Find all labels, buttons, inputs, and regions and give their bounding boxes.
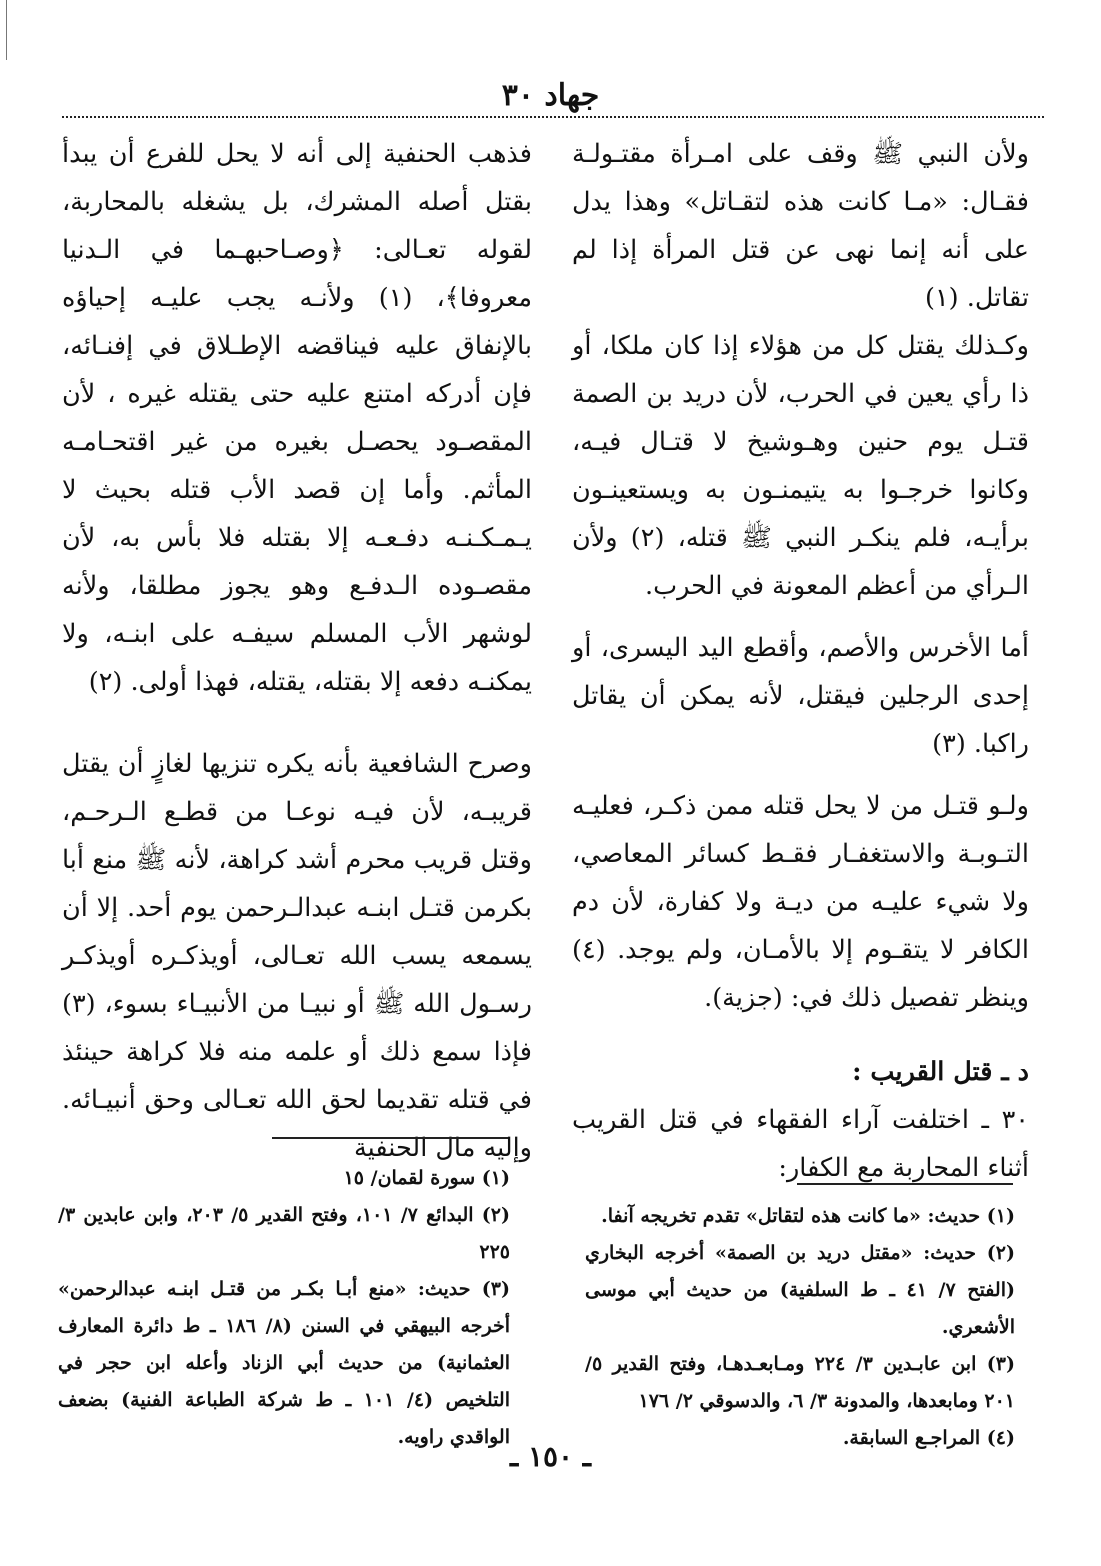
body-paragraph: ولأن النبي ﷺ وقف على امـرأة مقتـولـة فقـال: «مـا كانت هذه لتقـاتل» وهذا يدل على أنه إنما نهى عن قتل المرأة إذا لم تقاتل. (١) xyxy=(572,139,1029,313)
body-paragraph: ولـو قتـل من لا يحل قتله ممن ذكـر، فعليـه التـوبـة والاستغفـار فقـط كسائر المعاصي، ولا شيء عليـه من ديـة ولا كفارة، لأن دم الكافر لا يتقـوم إلا بالأمـان، ولم يوجد. (٤) وينظر تفصيل ذلك في: (جزية). xyxy=(572,791,1029,1013)
page-header-title: جهاد ٣٠ xyxy=(501,78,600,113)
body-paragraph: وصرح الشافعية بأنه يكره تنزيها لغازٍ أن يقتل قريبـه، لأن فيـه نوعـا من قطـع الـرحـم، وقتل قريب محرم أشد كراهة، لأنه ﷺ منع أبا بكرمن قتـل ابنـه عبدالـرحمن يوم أحد. إلا أن يسمعه يسب الله تعـالى، أويذكـره أويذكـر رسـول الله ﷺ أو نبيـا من الأنبيـاء بسوء، (٣) فإذا سمع ذلك أو علمه منه فلا كراهة حينئذ في قتله تقديما لحق الله تعـالى وحق أنبيـائه. وإليه مال الحنفية xyxy=(62,749,532,1163)
body-paragraph: وكـذلك يقتل كل من هؤلاء إذا كان ملكا، أو ذا رأي يعين في الحرب، لأن دريد بن الصمة قتـل يوم حنين وهـوشيخ لا قتـال فيـه، وكانوا خرجـوا به يتيمنـون به ويستعينـون برأيـه، فلم ينكـر النبي ﷺ قتله، (٢) ولأن الـرأي من أعظم المعونة في الحرب. xyxy=(572,331,1030,601)
footnote: (١) حديث: «ما كانت هذه لتقاتل» تقدم تخريجه آنفا. xyxy=(601,1205,1015,1227)
footnote: (٤) المراجـع السابقة. xyxy=(842,1427,1015,1449)
numbered-paragraph: ٣٠ ـ اختلفت آراء الفقهاء في قتل القريب أثناء المحاربة مع الكفار: xyxy=(572,1105,1029,1183)
footnotes-left xyxy=(58,1160,510,1456)
footnote: (١) سورة لقمان/ ١٥ xyxy=(343,1167,510,1189)
section-heading: د ـ قتل القريب : xyxy=(852,1057,1029,1087)
right-column xyxy=(572,130,1029,1192)
left-column xyxy=(62,130,532,1172)
footnote: (٢) البدائع ٧/ ١٠١، وفتح القدير ٥/ ٢٠٣، وابن عابدين ٣/ ٢٢٥ xyxy=(58,1204,510,1263)
footnote-divider-right xyxy=(797,1183,1013,1185)
scan-margin-line xyxy=(6,0,7,60)
footnote: (٣) ابن عابـدين ٣/ ٢٢٤ ومـابعـدهـا، وفتح القدير ٥/ ٢٠١ ومابعدها، والمدونة ٣/ ٦، والدسوقي ٢/ ١٧٦ xyxy=(585,1353,1015,1412)
body-paragraph: فذهب الحنفية إلى أنه لا يحل للفرع أن يبدأ بقتل أصله المشرك، بل يشغله بالمحاربة، لقوله تعـالى: ﴿وصـاحبهـما في الـدنيا معروفا﴾، (١) ولأنـه يجب عليـه إحياؤه بالإنفاق عليه فيناقضه الإطـلاق في إفنـائه، فإن أدركه امتنع عليه حتى يقتله غيره ، لأن المقصـود يحصـل بغيره من غير اقتحـامـه المأثم. وأما إن قصد الأب قتله بحيث لا يـمـكـنـه دفـعـه إلا بقتله فلا بأس به، لأن مقصـوده الـدفـع وهو يجوز مطلقا، ولأنه لوشهر الأب المسلم سيفـه على ابنـه، ولا يمكنـه دفعه إلا بقتله، يقتله، فهذا أولى. (٢) xyxy=(62,139,533,697)
footnote-divider-left xyxy=(272,1137,508,1139)
footnotes-right xyxy=(585,1198,1015,1457)
page-number: ـ ١٥٠ ـ xyxy=(509,1440,592,1473)
body-paragraph: أما الأخرس والأصم، وأقطع اليد اليسرى، أو إحدى الرجلين فيقتل، لأنه يمكن أن يقاتل راكبا. (٣) xyxy=(572,633,1029,759)
footnote: (٢) حديث: «مقتل دريد بن الصمة» أخرجه البخاري (الفتح ٧/ ٤١ ـ ط السلفية) من حديث أبي موسى الأشعري. xyxy=(585,1242,1015,1338)
header-dotted-divider xyxy=(62,116,1044,118)
footnote: (٣) حديث: «منع أبـا بكـر من قتـل ابنـه عبدالرحمن» أخرجه البيهقي في السنن (٨/ ١٨٦ ـ ط دائرة المعارف العثمانية) من حديث أبي الزناد وأعله ابن حجر في التلخيص (٤/ ١٠١ ـ ط شركة الطباعة الفنية) بضعف الواقدي راويه. xyxy=(58,1278,510,1448)
